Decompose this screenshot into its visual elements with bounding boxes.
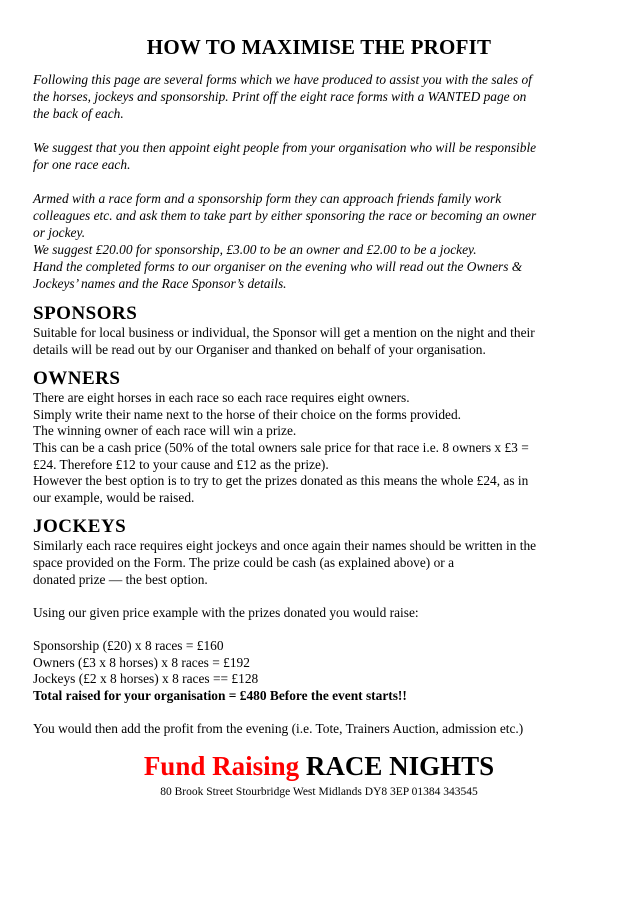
jockeys-line: Similarly each race requires eight jockeys and once again their names should be written in the <box>33 538 537 554</box>
jockeys-section <box>33 516 605 737</box>
sponsors-line: Suitable for local business or individual, the Sponsor will get a mention on the night and their <box>33 325 535 340</box>
sponsors-line: details will be read out by our Organiser and thanked on behalf of your organisation. <box>33 341 486 357</box>
intro-line: the horses, jockeys and sponsorship. Print off the eight race forms with a WANTED page on <box>33 89 527 104</box>
intro-section <box>33 71 605 292</box>
jockeys-line: space provided on the Form. The prize could be cash (as explained above) or a <box>33 554 455 570</box>
jockeys-line: donated prize — the best option. <box>33 571 208 587</box>
intro-line: colleagues etc. and ask them to take part by either sponsoring the race or becoming an owner <box>33 208 537 223</box>
intro-line: Following this page are several forms which we have produced to assist you with the sales of <box>33 72 532 87</box>
intro-line: or jockey. <box>33 225 86 240</box>
paragraph-gap <box>33 621 605 638</box>
jockeys-line: Using our given price example with the prizes donated you would raise: <box>33 604 419 620</box>
intro-line: the back of each. <box>33 106 124 121</box>
brand-red-text: Fund Raising <box>143 751 300 782</box>
intro-line: We suggest £20.00 for sponsorship, £3.00 to be an owner and £2.00 to be a jockey. <box>33 242 477 257</box>
jockeys-heading: JOCKEYS <box>33 516 127 538</box>
footer-address: 80 Brook Street Stourbridge West Midlands DY8 3EP 01384 343545 <box>160 786 478 799</box>
owners-line: Simply write their name next to the horse of their choice on the forms provided. <box>33 406 462 422</box>
sponsors-section <box>33 303 605 358</box>
owners-heading: OWNERS <box>33 368 121 390</box>
owners-line: However the best option is to try to get the prizes donated as this means the whole £24, as in <box>33 473 529 489</box>
intro-line: We suggest that you then appoint eight people from your organisation who will be responsible <box>33 140 537 155</box>
owners-line: There are eight horses in each race so each race requires eight owners. <box>33 390 410 406</box>
page-title: HOW TO MAXIMISE THE PROFIT <box>146 35 492 59</box>
owners-section <box>33 368 605 506</box>
owners-line: our example, would be raised. <box>33 489 195 505</box>
closing-line: You would then add the profit from the evening (i.e. Tote, Trainers Auction, admission etc.) <box>33 720 524 736</box>
brand-black-text: RACE NIGHTS <box>305 751 495 782</box>
paragraph-gap <box>33 122 605 139</box>
brand-title <box>33 751 605 782</box>
paragraph-gap <box>33 704 605 721</box>
intro-line: Jockeys’ names and the Race Sponsor’s details. <box>33 276 287 291</box>
paragraph-gap <box>33 588 605 605</box>
paragraph-gap <box>33 173 605 190</box>
calc-line-jockeys: Jockeys (£2 x 8 horses) x 8 races == £128 <box>33 671 259 687</box>
intro-line: Hand the completed forms to our organiser on the evening who will read out the Owners & <box>33 259 523 274</box>
owners-line: This can be a cash price (50% of the total owners sale price for that race i.e. 8 owners x £3 = <box>33 439 529 455</box>
owners-line: £24. Therefore £12 to your cause and £12 as the prize). <box>33 456 329 472</box>
calc-line-sponsorship: Sponsorship (£20) x 8 races = £160 <box>33 637 224 653</box>
total-raised-line: Total raised for your organisation = £480 Before the event starts!! <box>33 687 407 703</box>
footer <box>33 751 605 799</box>
intro-line: for one race each. <box>33 157 131 172</box>
calc-line-owners: Owners (£3 x 8 horses) x 8 races = £192 <box>33 654 250 670</box>
intro-line: Armed with a race form and a sponsorship form they can approach friends family work <box>33 191 502 206</box>
document-page <box>33 34 605 799</box>
sponsors-heading: SPONSORS <box>33 303 138 324</box>
owners-line: The winning owner of each race will win a prize. <box>33 423 297 439</box>
